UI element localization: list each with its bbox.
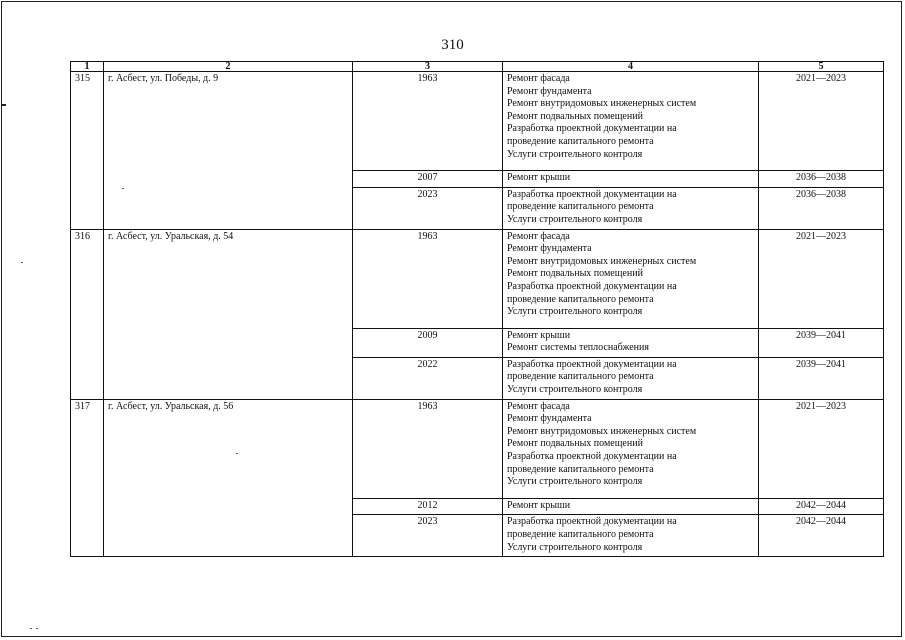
repair-work-item: Ремонт системы теплоснабжения [507, 342, 649, 354]
repair-work-item: Услуги строительного контроля [507, 213, 643, 225]
repair-work-item: Услуги строительного контроля [507, 384, 643, 396]
commission-year: 2023 [353, 515, 503, 557]
repair-period: 2036—2038 [759, 187, 884, 229]
scan-speck [30, 628, 32, 629]
page-number: 310 [441, 37, 464, 53]
repair-work-item: проведение капитального ремонта [507, 371, 654, 383]
repair-works [503, 229, 759, 328]
commission-year: 2012 [353, 498, 503, 515]
scan-speck [36, 628, 38, 629]
repair-works [503, 328, 759, 357]
commission-year: 1963 [353, 399, 503, 498]
repair-work-item: проведение капитального ремонта [507, 293, 654, 305]
repair-works [503, 498, 759, 515]
repair-works [503, 187, 759, 229]
repair-work-item: Ремонт подвальных помещений [507, 438, 643, 450]
repair-work-item: Услуги строительного контроля [507, 306, 643, 318]
repair-period: 2036—2038 [759, 171, 884, 188]
repair-work-item: Разработка проектной документации на [507, 516, 677, 528]
repair-work-item: Разработка проектной документации на [507, 358, 677, 370]
building-number: 316 [71, 229, 104, 399]
building-address: г. Асбест, ул. Уральская, д. 56 [104, 399, 353, 557]
repair-work-item: Ремонт подвальных помещений [507, 268, 643, 280]
repair-works [503, 357, 759, 399]
margin-mark [2, 104, 6, 106]
repair-schedule-table [70, 61, 884, 557]
building-address: г. Асбест, ул. Уральская, д. 54 [104, 229, 353, 399]
table-body [71, 72, 884, 557]
repair-period: 2039—2041 [759, 328, 884, 357]
repair-work-item: Услуги строительного контроля [507, 148, 643, 160]
repair-work-item: Ремонт фасада [507, 400, 570, 412]
repair-work-item: Услуги строительного контроля [507, 541, 643, 553]
repair-period: 2021—2023 [759, 399, 884, 498]
repair-work-item: Разработка проектной документации на [507, 123, 677, 135]
repair-work-item: Ремонт фундамента [507, 413, 592, 425]
repair-works [503, 171, 759, 188]
repair-work-item: проведение капитального ремонта [507, 135, 654, 147]
repair-work-item: Ремонт внутридомовых инженерных систем [507, 98, 697, 110]
repair-work-item: Ремонт крыши [507, 172, 571, 184]
repair-work-item: Ремонт фасада [507, 230, 570, 242]
repair-work-item: Разработка проектной документации на [507, 451, 677, 463]
commission-year: 2007 [353, 171, 503, 188]
repair-work-item: Ремонт внутридомовых инженерных систем [507, 255, 697, 267]
repair-work-item: Ремонт фундамента [507, 85, 592, 97]
column-header-2: 2 [104, 62, 353, 72]
commission-year: 2009 [353, 328, 503, 357]
repair-work-item: Ремонт внутридомовых инженерных систем [507, 425, 697, 437]
repair-period: 2021—2023 [759, 229, 884, 328]
column-header-4: 4 [503, 62, 759, 72]
repair-period: 2042—2044 [759, 515, 884, 557]
commission-year: 2023 [353, 187, 503, 229]
repair-work-item: Ремонт крыши [507, 499, 571, 511]
repair-work-item: Услуги строительного контроля [507, 476, 643, 488]
repair-works [503, 399, 759, 498]
column-header-5: 5 [759, 62, 884, 72]
repair-work-item: проведение капитального ремонта [507, 463, 654, 475]
repair-works [503, 72, 759, 171]
table-row [71, 229, 884, 328]
repair-work-item: Разработка проектной документации на [507, 280, 677, 292]
column-header-1: 1 [71, 62, 104, 72]
building-address: г. Асбест, ул. Победы, д. 9 [104, 72, 353, 230]
table-row [71, 72, 884, 171]
repair-work-item: проведение капитального ремонта [507, 201, 654, 213]
repair-work-item: Ремонт фундамента [507, 243, 592, 255]
column-header-3: 3 [353, 62, 503, 72]
repair-work-item: проведение капитального ремонта [507, 529, 654, 540]
repair-works [503, 515, 759, 557]
repair-work-item: Ремонт подвальных помещений [507, 110, 643, 122]
table-row [71, 399, 884, 498]
repair-period: 2021—2023 [759, 72, 884, 171]
header-row [71, 62, 884, 72]
building-number: 317 [71, 399, 104, 557]
building-number: 315 [71, 72, 104, 230]
repair-work-item: Разработка проектной документации на [507, 188, 677, 200]
repair-work-item: Ремонт фасада [507, 73, 570, 84]
repair-period: 2039—2041 [759, 357, 884, 399]
scan-speck [21, 262, 23, 263]
commission-year: 1963 [353, 72, 503, 171]
commission-year: 1963 [353, 229, 503, 328]
repair-period: 2042—2044 [759, 498, 884, 515]
repair-work-item: Ремонт крыши [507, 329, 571, 341]
commission-year: 2022 [353, 357, 503, 399]
